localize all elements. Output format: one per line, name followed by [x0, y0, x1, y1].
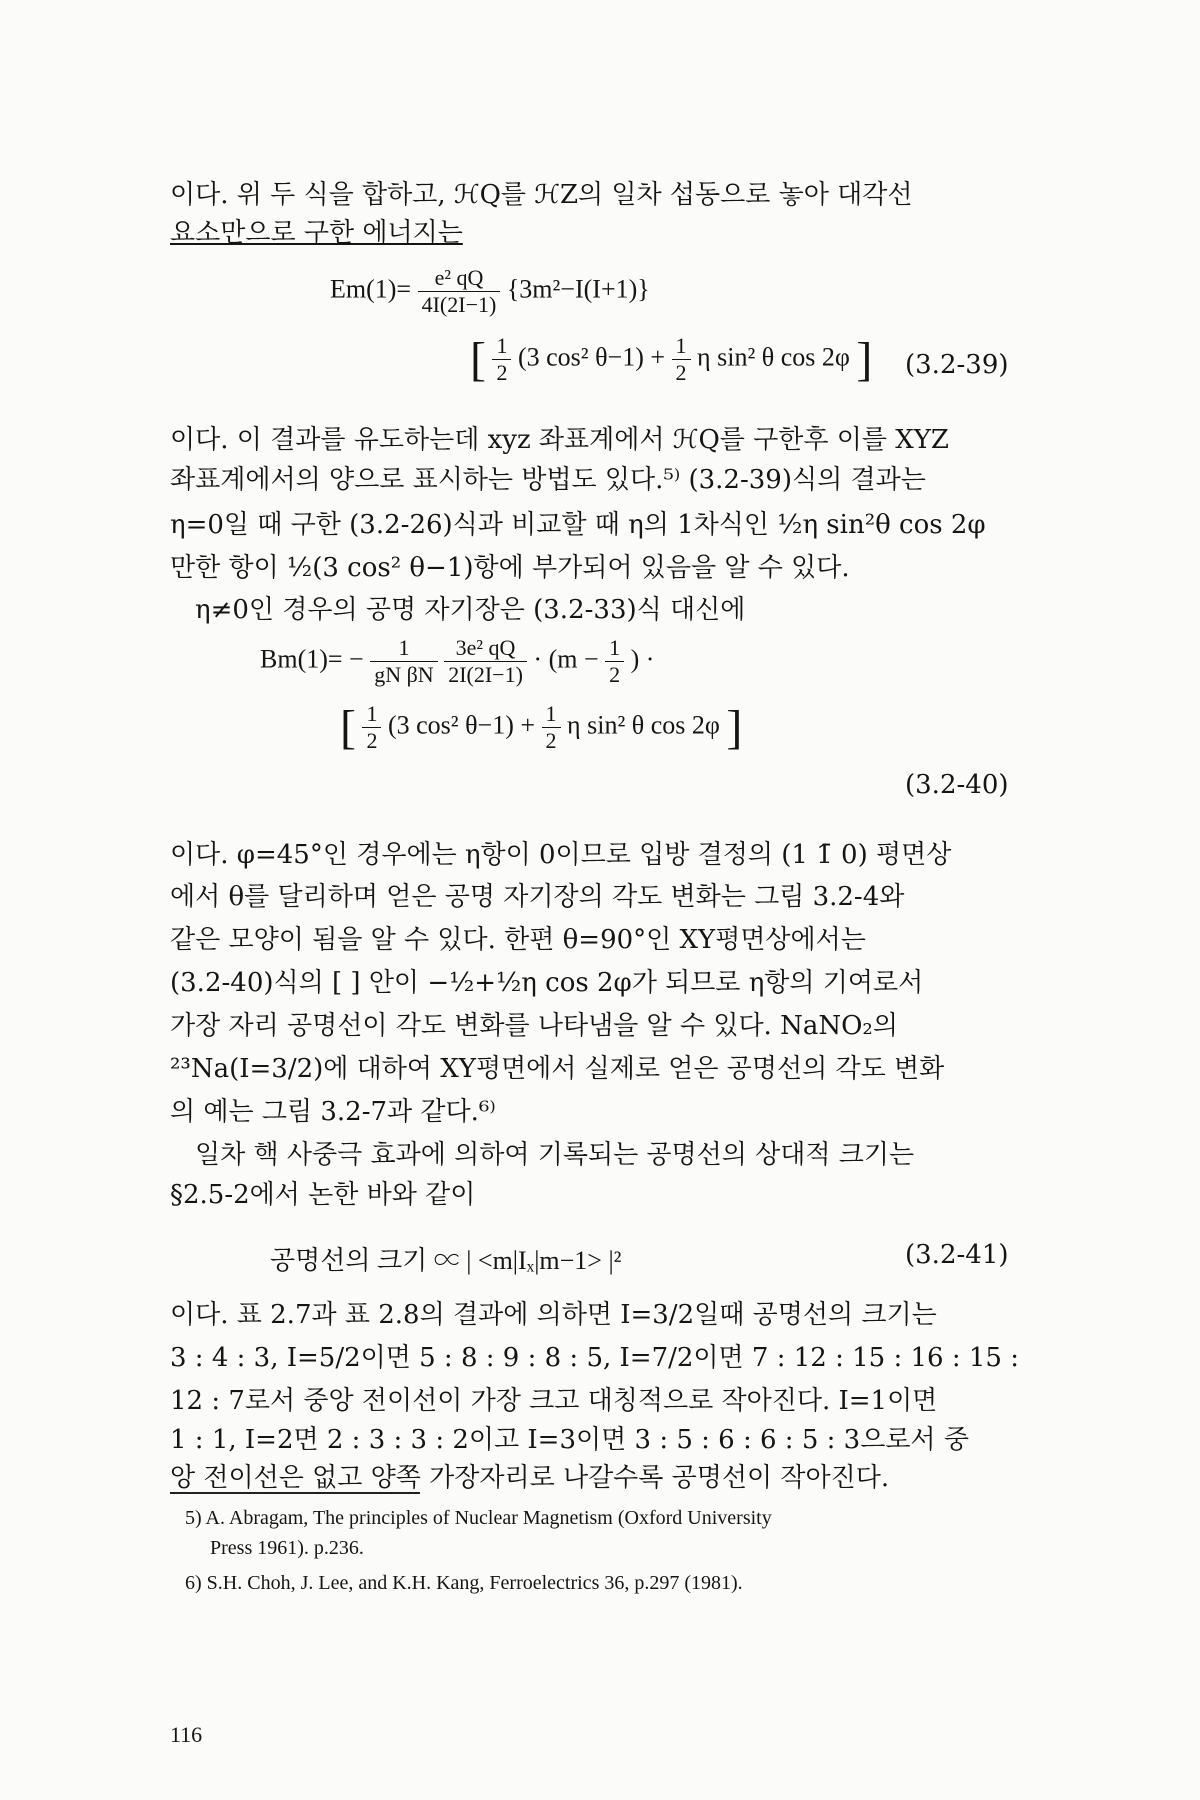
half-numerator: 1: [362, 701, 381, 728]
equation-number-3-2-41: (3.2-41): [905, 1240, 1009, 1270]
eq39-open-bracket: [: [470, 333, 486, 386]
eq40-fraction-1: [370, 635, 437, 688]
text-line-17: 이다. 표 2.7과 표 2.8의 결과에 의하면 I=3/2일때 공명선의 크기는: [170, 1300, 937, 1330]
half-denominator: 2: [675, 360, 687, 385]
eq40-end: ) ·: [630, 644, 655, 674]
text-line-3: 이다. 이 결과를 유도하는데 xyz 좌표계에서 ℋQ를 구한후 이를 XYZ: [170, 425, 949, 455]
text-line-5: η=0일 때 구한 (3.2-26)식과 비교할 때 η의 1차식인 ½η sin²θ cos 2φ: [170, 510, 986, 540]
text-line-11: (3.2-40)식의 [ ] 안이 −½+½η cos 2φ가 되므로 η항의 기여로서: [170, 968, 924, 998]
footnote-rule: [170, 1492, 420, 1494]
eq39-close-bracket: ]: [856, 333, 873, 386]
half-denominator: 2: [496, 360, 508, 385]
eq40-term1: (3 cos² θ−1) +: [387, 710, 542, 740]
half-denominator: 2: [366, 728, 378, 753]
footnote-5-line-2: Press 1961). p.236.: [210, 1537, 364, 1559]
eq40-close-bracket: ]: [726, 701, 743, 754]
eq40-mid: · (m −: [533, 644, 606, 674]
eq40-open-bracket: [: [340, 701, 356, 754]
half-numerator: 1: [672, 333, 691, 360]
eq40-half: [605, 635, 624, 688]
equation-3-2-40-row1: [260, 635, 654, 688]
equation-3-2-40-row2: [340, 700, 742, 755]
text-line-12: 가장 자리 공명선이 각도 변화를 나타냄을 알 수 있다. NaNO₂의: [170, 1011, 898, 1041]
eq39-fraction: [418, 265, 501, 318]
eq40-denominator-1: gN βN: [374, 662, 434, 687]
text-line-21: 앙 전이선은 없고 양쪽 가장자리로 나갈수록 공명선이 작아진다.: [170, 1463, 890, 1493]
equation-3-2-41: 공명선의 크기 ∝ | <m|Iₓ|m−1> |²: [270, 1246, 622, 1275]
text-line-14: 의 예는 그림 3.2-7과 같다.⁶⁾: [170, 1097, 496, 1127]
footnote-5-line-1: 5) A. Abragam, The principles of Nuclear Magnetism (Oxford University: [185, 1507, 772, 1529]
equation-number-3-2-40: (3.2-40): [905, 770, 1009, 800]
eq39-half-2: [672, 333, 691, 386]
eq39-term2: η sin² θ cos 2φ: [697, 342, 850, 372]
half-numerator: 1: [492, 333, 511, 360]
half-denominator: 2: [609, 662, 621, 687]
equation-3-2-39-row1: [330, 265, 650, 318]
eq40-fraction-2: [444, 635, 527, 688]
text-line-7: η≠0인 경우의 공명 자기장은 (3.2-33)식 대신에: [195, 595, 746, 625]
eq39-lhs: Em(1)=: [330, 274, 412, 304]
eq40-denominator-2: 2I(2I−1): [448, 662, 523, 687]
text-line-1: 이다. 위 두 식을 합하고, ℋQ를 ℋZ의 일차 섭동으로 놓아 대각선: [170, 180, 913, 210]
footnote-6: 6) S.H. Choh, J. Lee, and K.H. Kang, Ferroelectrics 36, p.297 (1981).: [185, 1572, 743, 1594]
text-line-18: 3 : 4 : 3, I=5/2이면 5 : 8 : 9 : 8 : 5, I=7/2이면 7 : 12 : 15 : 16 : 15 :: [170, 1343, 1019, 1373]
eq39-term1: (3 cos² θ−1) +: [517, 342, 672, 372]
page-number: 116: [170, 1722, 203, 1747]
text-line-6: 만한 항이 ½(3 cos² θ−1)항에 부가되어 있음을 알 수 있다.: [170, 553, 850, 583]
text-line-9: 에서 θ를 달리하며 얻은 공명 자기장의 각도 변화는 그림 3.2-4와: [170, 882, 905, 912]
equation-number-3-2-39: (3.2-39): [905, 350, 1009, 380]
text-line-15: 일차 핵 사중극 효과에 의하여 기록되는 공명선의 상대적 크기는: [195, 1140, 915, 1170]
eq39-numerator: e² qQ: [418, 265, 501, 292]
eq40-numerator-1: 1: [370, 635, 437, 662]
eq39-half-1: [492, 333, 511, 386]
eq40-half-2: [542, 701, 561, 754]
text-line-4: 좌표계에서의 양으로 표시하는 방법도 있다.⁵⁾ (3.2-39)식의 결과는: [170, 465, 926, 495]
text-line-19: 12 : 7로서 중앙 전이선이 가장 크고 대칭적으로 작아진다. I=1이면: [170, 1386, 938, 1416]
eq40-lhs: Bm(1)= −: [260, 644, 364, 674]
text-line-20: 1 : 1, I=2면 2 : 3 : 3 : 2이고 I=3이면 3 : 5 : 6 : 6 : 5 : 3으로서 중: [170, 1425, 969, 1455]
text-line-10: 같은 모양이 됨을 알 수 있다. 한편 θ=90°인 XY평면상에서는: [170, 925, 866, 955]
eq39-denominator: 4I(2I−1): [421, 292, 497, 317]
half-numerator: 1: [542, 701, 561, 728]
half-numerator: 1: [605, 635, 624, 662]
eq40-half-1: [362, 701, 381, 754]
text-line-2: 요소만으로 구한 에너지는: [170, 218, 463, 248]
text-line-13: ²³Na(I=3/2)에 대하여 XY평면에서 실제로 얻은 공명선의 각도 변화: [170, 1054, 945, 1084]
equation-3-2-39-row2: [470, 332, 872, 387]
eq39-tail: {3m²−I(I+1)}: [506, 274, 650, 304]
text-line-16: §2.5-2에서 논한 바와 같이: [170, 1180, 476, 1210]
eq40-term2: η sin² θ cos 2φ: [567, 710, 720, 740]
eq40-numerator-2: 3e² qQ: [444, 635, 527, 662]
text-line-8: 이다. φ=45°인 경우에는 η항이 0이므로 입방 결정의 (1 1̄ 0) 평면상: [170, 840, 952, 870]
half-denominator: 2: [545, 728, 557, 753]
